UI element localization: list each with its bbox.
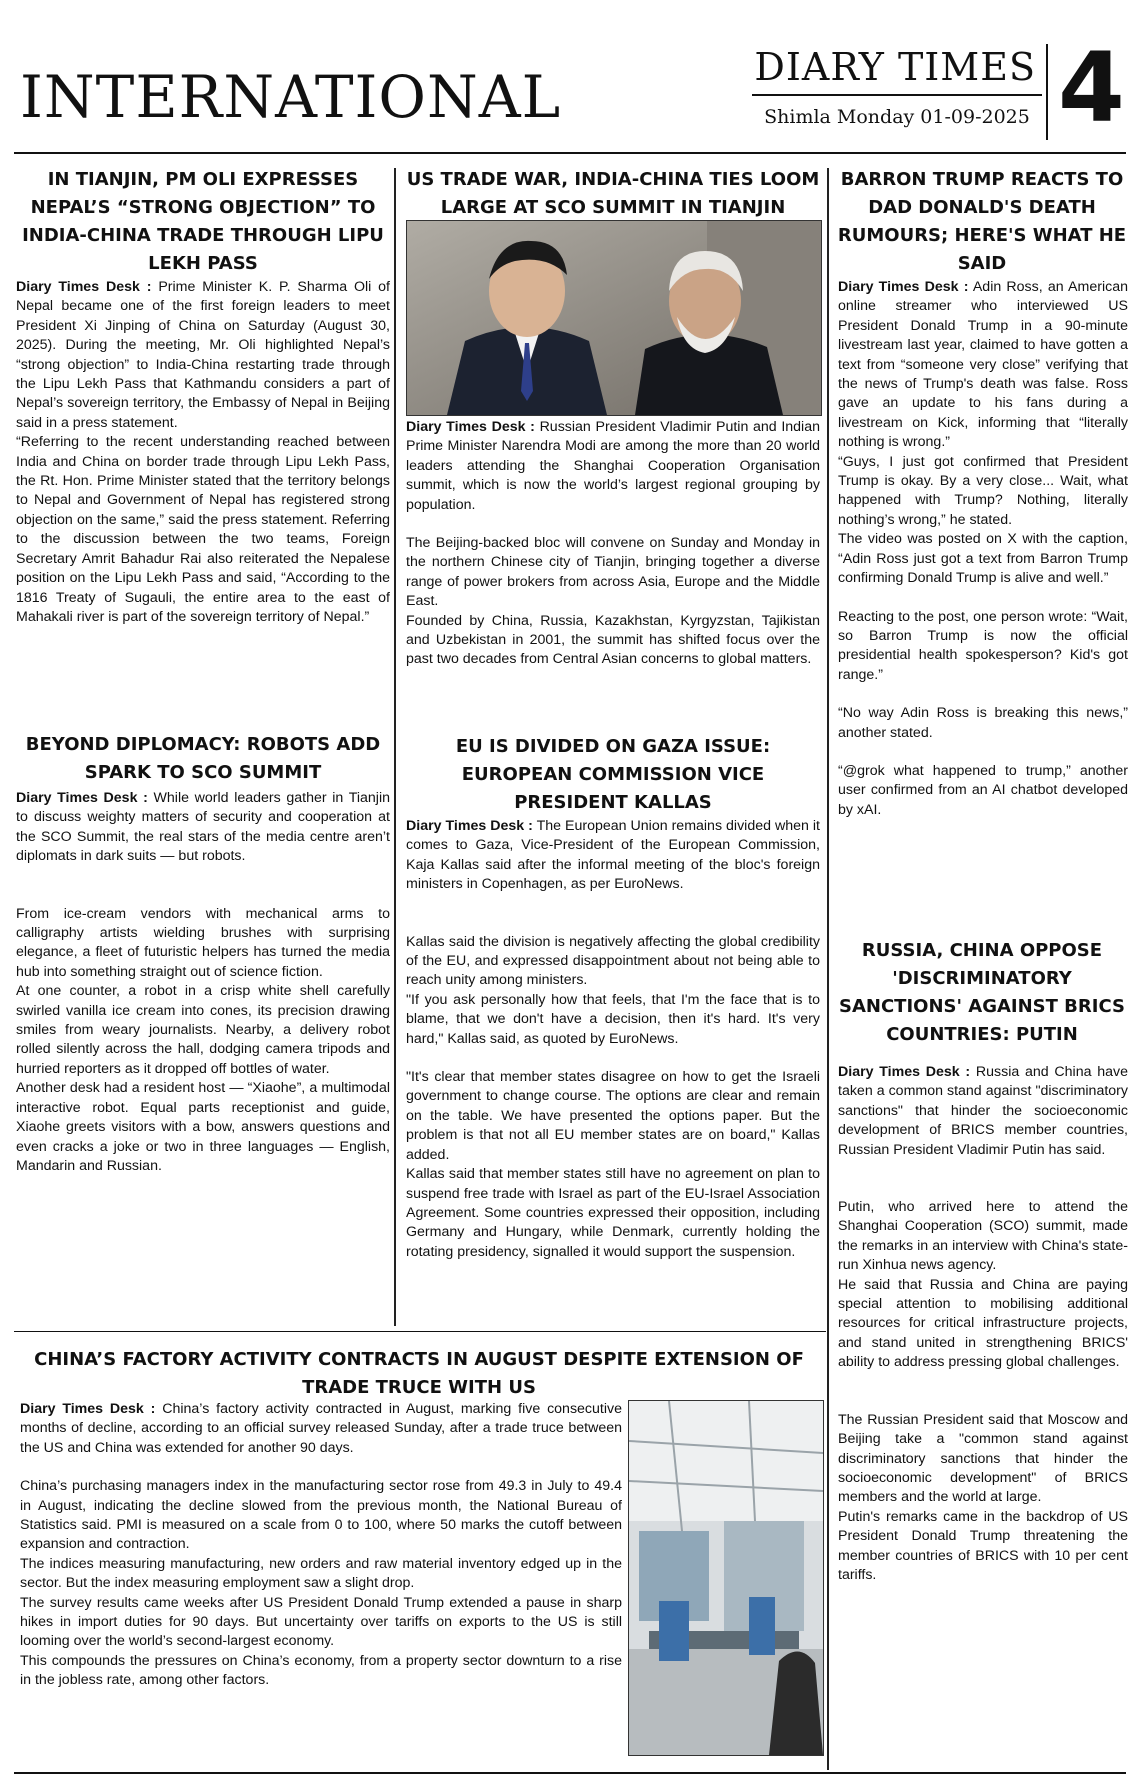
article-trade-war: [406, 418, 820, 670]
bottom-story-rule: [14, 1331, 826, 1332]
headline-barron: BARRON TRUMP REACTS TO DAD DONALD'S DEATH RUMOURS; HERE'S WHAT HE SAID: [837, 169, 1127, 274]
column-rule-2: [827, 168, 829, 1770]
section-title: INTERNATIONAL: [20, 63, 562, 131]
paragraph: The indices measuring manufacturing, new orders and raw material inventory edged up in the sector. But the index measuring employment saw a slight drop.: [20, 1555, 622, 1592]
article-robots: [16, 789, 390, 1176]
paragraph: “@grok what happened to trump,” another user confirmed from an AI chatbot developed by xAI.: [838, 762, 1128, 818]
photo-factory-illustration: [629, 1401, 823, 1755]
paragraph: Russian President Vladimir Putin and Indian Prime Minister Narendra Modi are among the more than 20 world leaders attending the Shanghai Cooperation Organisation summit, which is now the world’s largest regional grouping by population.: [406, 419, 820, 513]
paragraph: This compounds the pressures on China’s economy, from a property sector downturn to a rise in the jobless rate, among other factors.: [20, 1652, 622, 1689]
newspaper-name: DIARY TIMES: [754, 45, 1036, 89]
photo-xi-modi: [406, 220, 822, 416]
paragraph: From ice-cream vendors with mechanical arms to calligraphy artists wielding brushes with surprising elegance, a fleet of futuristic helpers has turned the media hub into something straight out of science fiction.: [16, 905, 390, 980]
article-eu-gaza: [406, 817, 820, 1262]
article-barron: [838, 278, 1128, 820]
headline-eu-gaza: EU IS DIVIDED ON GAZA ISSUE: EUROPEAN COMMISSION VICE PRESIDENT KALLAS: [455, 736, 771, 813]
paragraph: “No way Adin Ross is breaking this news,” another stated.: [838, 705, 1128, 741]
article-factory: [20, 1400, 622, 1691]
byline: Diary Times Desk :: [16, 790, 148, 806]
byline: Diary Times Desk :: [20, 1401, 156, 1417]
paragraph: Reacting to the post, one person wrote: “Wait, so Barron Trump is now the official presidential health spokesperson? Kid's got range.”: [838, 608, 1128, 683]
paragraph: He said that Russia and China are paying special attention to mobilising additional resources for critical infrastructure projects, and stand united in strengthening BRICS' ability to address pressing global challenges.: [838, 1276, 1128, 1371]
paragraph: Adin Ross, an American online streamer who interviewed US President Donald Trump in a 90-minute livestream last year, claimed to have gotten a text from “someone very close” verifying that the news of Trump's death was false. Ross gave an update to his fans during a livestream on Kick, informing that “literally nothing is wrong.”: [838, 279, 1128, 451]
photo-xi-modi-illustration: [407, 221, 821, 415]
paragraph: China’s factory activity contracted in August, marking five consecutive months of decline, according to an official survey released Sunday, after a trade truce between the US and China was extended for another 90 days.: [20, 1401, 622, 1456]
paragraph: Kallas said the division is negatively affecting the global credibility of the EU, and expressed disappointment about not being able to reach unity among ministers.: [406, 933, 820, 989]
masthead-divider: [752, 94, 1042, 96]
headline-robots: BEYOND DIPLOMACY: ROBOTS ADD SPARK TO SCO SUMMIT: [25, 734, 381, 783]
byline: Diary Times Desk :: [16, 279, 152, 295]
paragraph: At one counter, a robot in a crisp white shell carefully swirled vanilla ice cream into cones, its precision drawing smiles from weary journalists. Nearby, a delivery robot rolled silently across the hall, dodging camera tripods and hurried reporters as it dropped off bottles of water.: [16, 983, 390, 1077]
paragraph: Putin, who arrived here to attend the Shanghai Cooperation (SCO) summit, made the remarks in an interview with China's state-run Xinhua news agency.: [838, 1199, 1128, 1274]
footer-rule: [14, 1772, 1126, 1774]
paragraph: China’s purchasing managers index in the manufacturing sector rose from 49.3 in July to 49.4 in August, indicating the decline slowed from the previous month, the National Bureau of Statistics said. PMI is measured on a scale from 0 to 100, where 50 marks the cutoff between expansion and contraction.: [20, 1478, 622, 1553]
article-tianjin-oli: [16, 278, 390, 627]
paragraph: The survey results came weeks after US President Donald Trump extended a pause in sharp hikes in import duties for 90 days. But uncertainty over tariffs on exports to the US is still looming over the world’s second-largest economy.: [20, 1594, 622, 1650]
paragraph: “Referring to the recent understanding reached between India and China on border trade through Lipu Lekh Pass, the Rt. Hon. Prime Minister stated that the territory belongs to Nepal and Government of Nepal has registered strong objection on the same,” said the press statement. Referring to the discussion between the two teams, Foreign Secretary Amrit Bahadur Rai also reiterated the Nepalese position on the Lipu Lekh Pass and said, “According to the 1816 Treaty of Sugauli, the entire area to the east of Mahakali river is part of the sovereign territory of Nepal.”: [16, 434, 390, 625]
headline-factory: CHINA’S FACTORY ACTIVITY CONTRACTS IN AUGUST DESPITE EXTENSION OF TRADE TRUCE WITH US: [34, 1349, 804, 1398]
paragraph: The video was posted on X with the caption, “Adin Ross just got a text from Barron Trump confirming Donald Trump is alive and well.”: [838, 531, 1128, 587]
byline: Diary Times Desk :: [406, 419, 535, 435]
headline-tianjin-oli: IN TIANJIN, PM OLI EXPRESSES NEPAL’S “STRONG OBJECTION” TO INDIA-CHINA TRADE THROUGH LIPU LEKH PASS: [22, 169, 384, 274]
paragraph: "If you ask personally how that feels, that I'm the face that is to blame, that we don't have a decision, then it's hard. It's very hard," Kallas said, as quoted by EuroNews.: [406, 991, 820, 1047]
photo-factory-floor: [628, 1400, 824, 1756]
paragraph: The European Union remains divided when it comes to Gaza, Vice-President of the European Commission, Kaja Kallas said after the informal meeting of the bloc's foreign ministers in Copenhagen, as per EuroNews.: [406, 818, 820, 893]
paragraph: Prime Minister K. P. Sharma Oli of Nepal became one of the first foreign leaders to meet President Xi Jinping of China on Saturday (August 30, 2025). During the meeting, Mr. Oli highlighted Nepal’s “strong objection” to India-China restarting trade through the Lipu Lekh Pass that Kathmandu considers a part of Nepal’s sovereign territory, the Embassy of Nepal in Beijing said in a press statement.: [16, 279, 390, 431]
masthead-rule: [14, 152, 1126, 154]
byline: Diary Times Desk :: [838, 279, 969, 295]
paragraph: Kallas said that member states still have no agreement on plan to suspend free trade with Israel as part of the EU-Israel Association Agreement. Some countries expressed their opposition, including Germany and Hungary, while Denmark, currently holding the rotating presidency, signalled it would support the suspension.: [406, 1166, 820, 1260]
paragraph: Putin's remarks came in the backdrop of US President Donald Trump threatening the member countries of BRICS with 10 per cent tariffs.: [838, 1508, 1128, 1583]
byline: Diary Times Desk :: [406, 818, 533, 834]
column-rule-1: [394, 168, 396, 1326]
paragraph: Founded by China, Russia, Kazakhstan, Kyrgyzstan, Tajikistan and Uzbekistan in 2001, the summit has shifted focus over the past two decades from Central Asian concerns to global matters.: [406, 612, 820, 668]
paragraph: The Beijing-backed bloc will convene on Sunday and Monday in the northern Chinese city of Tianjin, bringing together a diverse range of power brokers from across Asia, Europe and the Middle East.: [406, 535, 820, 610]
byline: Diary Times Desk :: [838, 1064, 971, 1080]
headline-trade-war: US TRADE WAR, INDIA-CHINA TIES LOOM LARGE AT SCO SUMMIT IN TIANJIN: [406, 169, 820, 218]
headline-brics: RUSSIA, CHINA OPPOSE 'DISCRIMINATORY SANCTIONS' AGAINST BRICS COUNTRIES: PUTIN: [839, 940, 1125, 1045]
paragraph: "It's clear that member states disagree on how to get the Israeli government to change course. The options are clear and remain on the table. We have presented the options paper. But the problem is that not all EU member states are on board," Kallas added.: [406, 1069, 820, 1163]
paragraph: While world leaders gather in Tianjin to discuss weighty matters of security and cooperation at the SCO Summit, the real stars of the media centre aren’t diplomats in dark suits — but robots.: [16, 790, 390, 865]
paragraph: Russia and China have taken a common stand against "discriminatory sanctions" that hinder the socioeconomic development of BRICS member countries, Russian President Vladimir Putin has said.: [838, 1064, 1128, 1158]
paragraph: The Russian President said that Moscow and Beijing take a "common stand against discriminatory sanctions that hinder the socioeconomic development" of BRICS members and the world at large.: [838, 1411, 1128, 1506]
paragraph: “Guys, I just got confirmed that President Trump is okay. By a very close... Wait, what happened with Trump? Nothing, literally nothing’s wrong,” he stated.: [838, 453, 1128, 528]
page-number-separator: [1046, 44, 1048, 140]
article-brics: [838, 1063, 1128, 1585]
paragraph: Another desk had a resident host — “Xiaohe”, a multimodal interactive robot. Equal parts receptionist and guide, Xiaohe greets visitors with a bow, answers questions and even cracks a joke or two in three languages — English, Mandarin and Russian.: [16, 1080, 390, 1174]
dateline: Shimla Monday 01-09-2025: [764, 106, 1030, 128]
page-number: 4: [1058, 32, 1125, 144]
